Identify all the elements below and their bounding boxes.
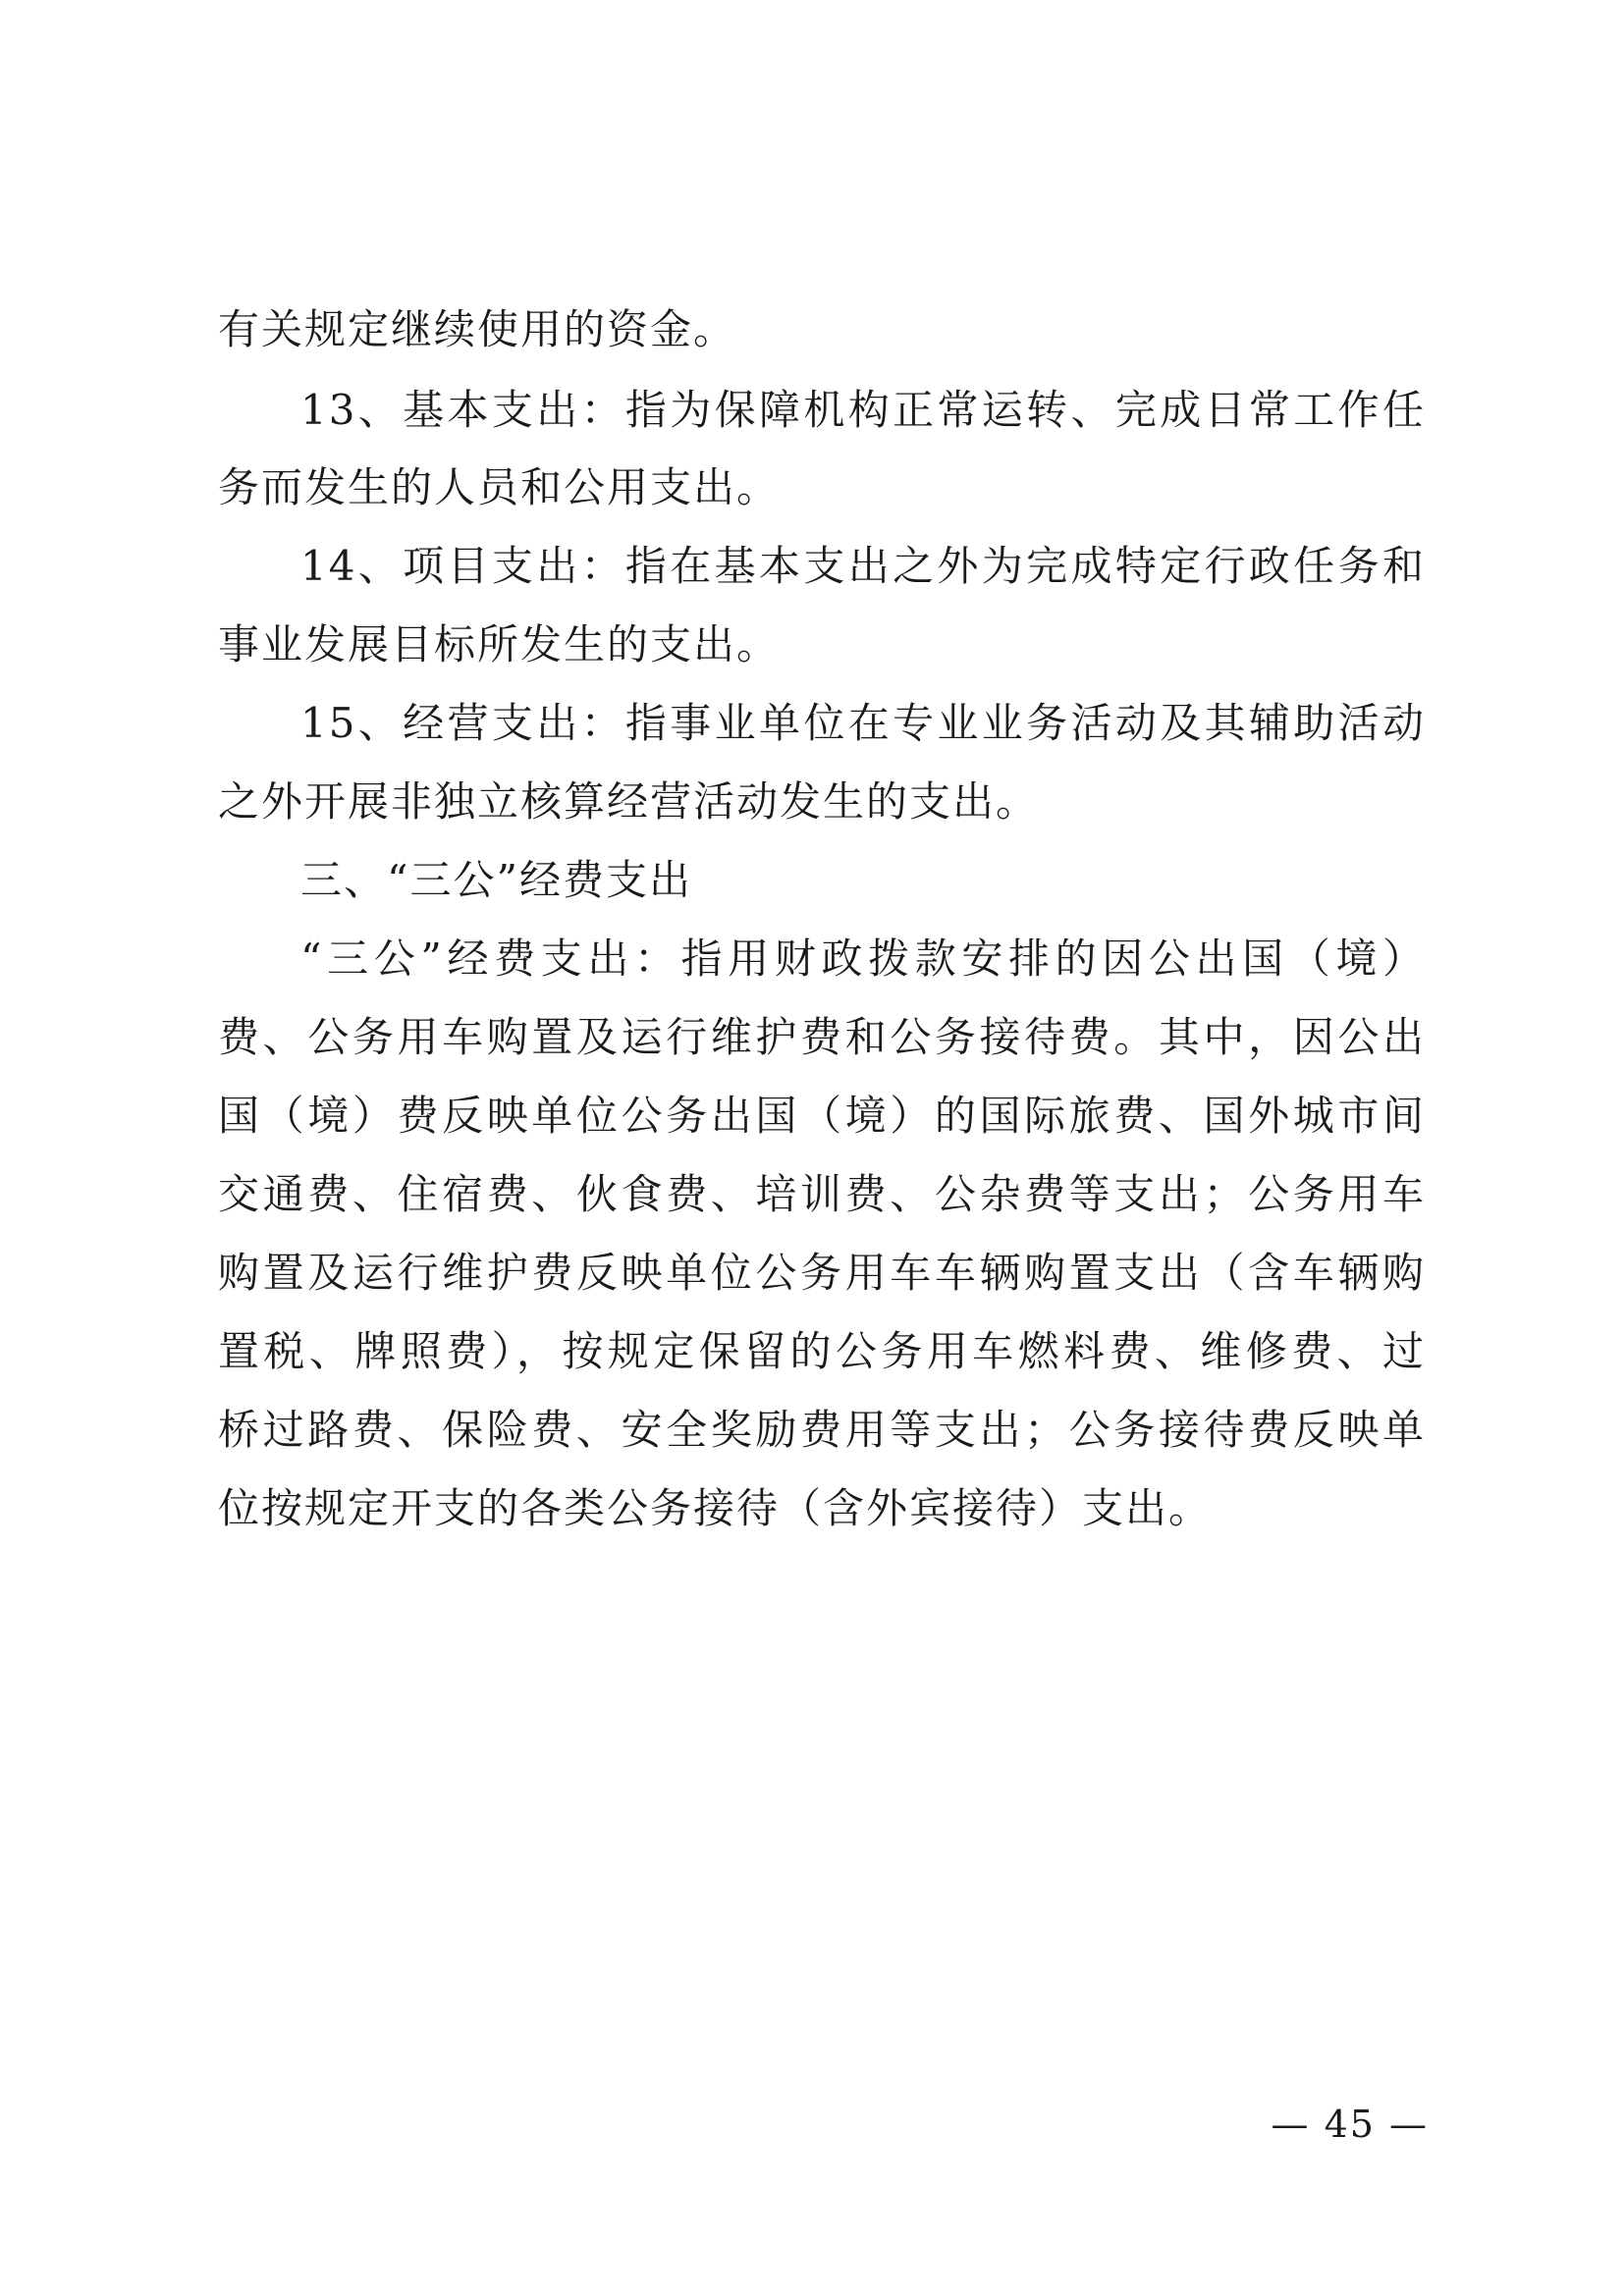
text-line: 事业发展目标所发生的支出。 — [218, 620, 781, 668]
text-line: “三公”经费支出：指用财政拨款安排的因公出国（境） — [300, 934, 1426, 983]
text-line: 15、经营支出：指事业单位在专业业务活动及其辅助活动 — [300, 699, 1426, 747]
text-line: 桥过路费、保险费、安全奖励费用等支出；公务接待费反映单 — [218, 1406, 1426, 1454]
text-line: 之外开展非独立核算经营活动发生的支出。 — [218, 777, 1040, 826]
text-line: 购置及运行维护费反映单位公务用车车辆购置支出（含车辆购 — [218, 1249, 1426, 1297]
text-line: 交通费、住宿费、伙食费、培训费、公杂费等支出；公务用车 — [218, 1170, 1426, 1218]
text-line: 置税、牌照费），按规定保留的公务用车燃料费、维修费、过 — [218, 1327, 1426, 1375]
text-line: 务而发生的人员和公用支出。 — [218, 463, 781, 511]
text-line: 位按规定开支的各类公务接待（含外宾接待）支出。 — [218, 1484, 1213, 1532]
text-line: 14、项目支出：指在基本支出之外为完成特定行政任务和 — [300, 542, 1426, 590]
text-line: 国（境）费反映单位公务出国（境）的国际旅费、国外城市间 — [218, 1092, 1426, 1140]
text-line: 13、基本支出：指为保障机构正常运转、完成日常工作任 — [300, 386, 1426, 434]
text-line: 有关规定继续使用的资金。 — [218, 305, 737, 353]
page-number: — 45 — — [1271, 2103, 1429, 2146]
text-line: 费、公务用车购置及运行维护费和公务接待费。其中，因公出 — [218, 1013, 1426, 1061]
section-heading: 三、“三公”经费支出 — [300, 856, 692, 904]
